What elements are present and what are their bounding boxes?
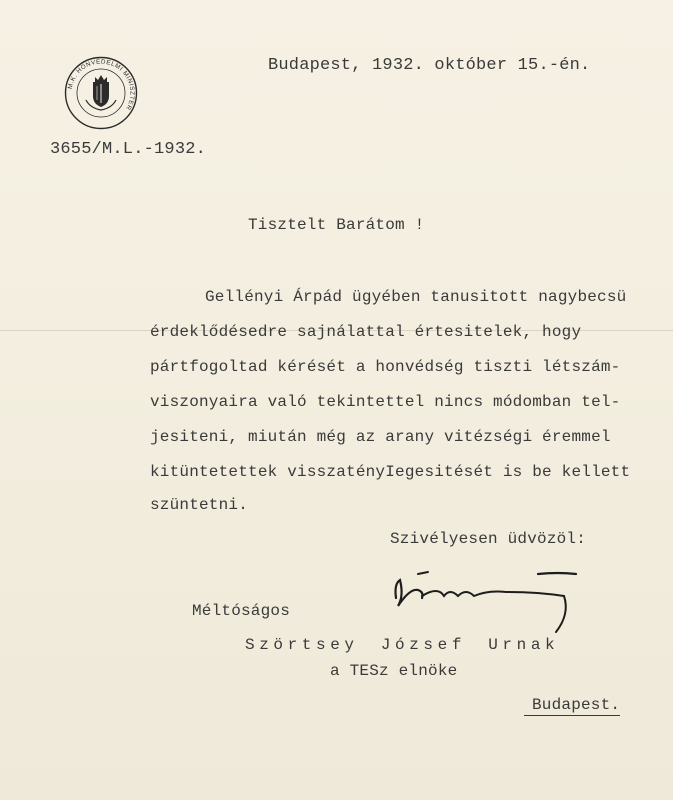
addressee-name: Szörtsey József Urnak	[245, 636, 560, 654]
body-line: érdeklődésedre sajnálattal értesitelek, hogy	[150, 323, 582, 341]
body-line: pártfogoltad kérését a honvédség tiszti létszám-	[150, 358, 621, 376]
addressee-role: a TESz elnöke	[330, 662, 458, 680]
svg-text:M.K. HONVÉDELMI MINISZTER: M.K. HONVÉDELMI MINISZTER	[66, 58, 136, 112]
closing: Szivélyesen üdvözöl:	[390, 530, 587, 548]
addressee-city: Budapest.	[524, 696, 620, 716]
ministry-seal-icon	[64, 56, 138, 130]
body-line: jesiteni, miután még az arany vitézségi éremmel	[150, 428, 611, 446]
salutation: Tisztelt Barátom !	[248, 216, 425, 234]
body-line: Gellényi Árpád ügyében tanusitott nagybecsü	[205, 288, 627, 306]
place-date: Budapest, 1932. október 15.-én.	[268, 56, 591, 75]
reference-number: 3655/M.L.-1932.	[50, 140, 207, 159]
handwritten-signature	[388, 566, 588, 636]
body-line: kitüntetettek visszatényIegesitését is be kellett	[150, 463, 631, 481]
body-line: viszonyaira való tekintettel nincs módomban tel-	[150, 393, 621, 411]
addressee-title: Méltóságos	[192, 602, 291, 620]
body-line: szüntetni.	[150, 496, 249, 514]
